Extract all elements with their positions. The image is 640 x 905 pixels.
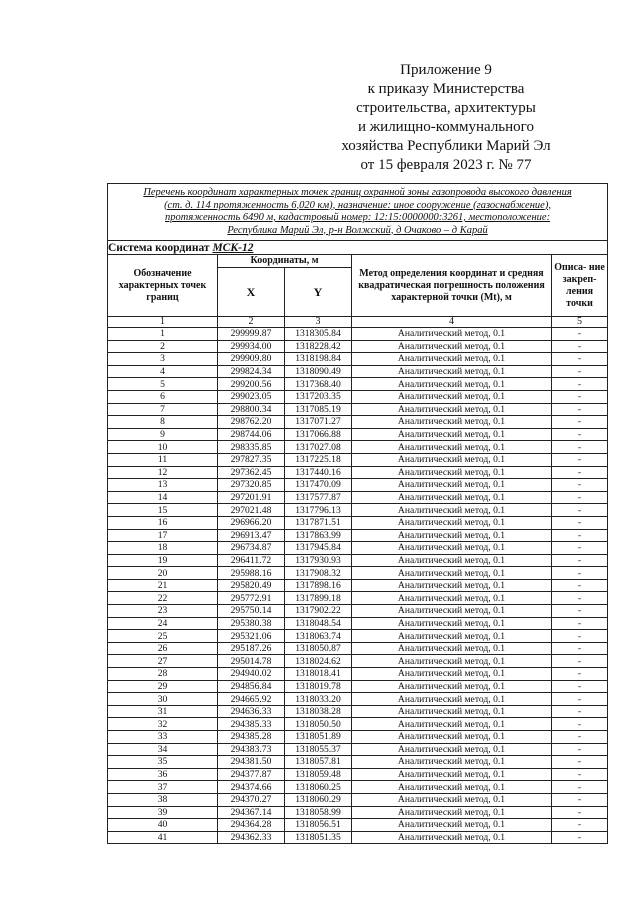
cell-description: - bbox=[552, 340, 608, 353]
cell-method: Аналитический метод, 0.1 bbox=[352, 416, 552, 429]
table-row bbox=[108, 554, 608, 567]
cell-point-number: 21 bbox=[108, 579, 218, 592]
column-number: 4 bbox=[352, 317, 552, 328]
cell-y: 1317203.35 bbox=[285, 390, 352, 403]
cell-x: 298744.06 bbox=[218, 428, 285, 441]
cell-method: Аналитический метод, 0.1 bbox=[352, 340, 552, 353]
cell-x: 294385.33 bbox=[218, 718, 285, 731]
cell-y: 1317225.18 bbox=[285, 453, 352, 466]
cell-method: Аналитический метод, 0.1 bbox=[352, 328, 552, 341]
cell-method: Аналитический метод, 0.1 bbox=[352, 390, 552, 403]
table-row bbox=[108, 693, 608, 706]
cell-description: - bbox=[552, 705, 608, 718]
cell-description: - bbox=[552, 617, 608, 630]
cell-point-number: 29 bbox=[108, 680, 218, 693]
cell-method: Аналитический метод, 0.1 bbox=[352, 655, 552, 668]
table-row bbox=[108, 403, 608, 416]
appendix-line: и жилищно-коммунального bbox=[358, 119, 534, 135]
cell-method: Аналитический метод, 0.1 bbox=[352, 705, 552, 718]
cell-y: 1318051.35 bbox=[285, 831, 352, 844]
cell-method: Аналитический метод, 0.1 bbox=[352, 642, 552, 655]
cell-x: 297201.91 bbox=[218, 491, 285, 504]
cell-y: 1317863.99 bbox=[285, 529, 352, 542]
cell-point-number: 19 bbox=[108, 554, 218, 567]
cell-point-number: 12 bbox=[108, 466, 218, 479]
table-row bbox=[108, 680, 608, 693]
table-row bbox=[108, 743, 608, 756]
cell-method: Аналитический метод, 0.1 bbox=[352, 617, 552, 630]
table-title-line: (ст. д. 114 протяженность 6,020 км), назначение: иное сооружение (газоснабжение), bbox=[164, 199, 551, 211]
cell-point-number: 25 bbox=[108, 630, 218, 643]
column-numbers-row bbox=[108, 317, 608, 328]
cell-y: 1318055.37 bbox=[285, 743, 352, 756]
table-row bbox=[108, 416, 608, 429]
cell-point-number: 8 bbox=[108, 416, 218, 429]
table-row bbox=[108, 529, 608, 542]
column-number: 3 bbox=[285, 317, 352, 328]
cell-y: 1317066.88 bbox=[285, 428, 352, 441]
table-row bbox=[108, 579, 608, 592]
cell-method: Аналитический метод, 0.1 bbox=[352, 756, 552, 769]
header-x: X bbox=[218, 268, 285, 317]
table-title bbox=[108, 184, 608, 241]
cell-point-number: 39 bbox=[108, 806, 218, 819]
cell-point-number: 16 bbox=[108, 516, 218, 529]
header-y: Y bbox=[285, 268, 352, 317]
cell-description: - bbox=[552, 781, 608, 794]
cell-y: 1318019.78 bbox=[285, 680, 352, 693]
cell-point-number: 18 bbox=[108, 542, 218, 555]
cell-description: - bbox=[552, 831, 608, 844]
cell-description: - bbox=[552, 579, 608, 592]
header-method: Метод определения координат и средняя квадратическая погрешность положения характерной точки (Mt), м bbox=[352, 255, 552, 317]
coordinate-system-name: МСК-12 bbox=[212, 241, 254, 254]
column-number: 1 bbox=[108, 317, 218, 328]
cell-description: - bbox=[552, 504, 608, 517]
cell-y: 1317085.19 bbox=[285, 403, 352, 416]
cell-description: - bbox=[552, 642, 608, 655]
table-row bbox=[108, 642, 608, 655]
cell-y: 1318305.84 bbox=[285, 328, 352, 341]
cell-y: 1317930.93 bbox=[285, 554, 352, 567]
cell-x: 294370.27 bbox=[218, 793, 285, 806]
cell-point-number: 30 bbox=[108, 693, 218, 706]
cell-y: 1317440.16 bbox=[285, 466, 352, 479]
table-row bbox=[108, 328, 608, 341]
cell-x: 295187.26 bbox=[218, 642, 285, 655]
cell-method: Аналитический метод, 0.1 bbox=[352, 605, 552, 618]
appendix-line: от 15 февраля 2023 г. № 77 bbox=[360, 157, 532, 173]
cell-y: 1318063.74 bbox=[285, 630, 352, 643]
cell-method: Аналитический метод, 0.1 bbox=[352, 428, 552, 441]
table-row bbox=[108, 466, 608, 479]
cell-x: 294856.84 bbox=[218, 680, 285, 693]
cell-description: - bbox=[552, 731, 608, 744]
cell-point-number: 15 bbox=[108, 504, 218, 517]
cell-x: 296411.72 bbox=[218, 554, 285, 567]
header-description: Описа- ние закреп- ления точки bbox=[552, 255, 608, 317]
cell-method: Аналитический метод, 0.1 bbox=[352, 479, 552, 492]
cell-description: - bbox=[552, 441, 608, 454]
cell-x: 295014.78 bbox=[218, 655, 285, 668]
cell-method: Аналитический метод, 0.1 bbox=[352, 529, 552, 542]
cell-y: 1318060.29 bbox=[285, 793, 352, 806]
cell-y: 1317368.40 bbox=[285, 378, 352, 391]
cell-description: - bbox=[552, 378, 608, 391]
table-row bbox=[108, 819, 608, 832]
header-coordinates: Координаты, м bbox=[218, 255, 352, 268]
cell-x: 295321.06 bbox=[218, 630, 285, 643]
cell-x: 297362.45 bbox=[218, 466, 285, 479]
cell-method: Аналитический метод, 0.1 bbox=[352, 680, 552, 693]
cell-y: 1318060.25 bbox=[285, 781, 352, 794]
appendix-line: хозяйства Республики Марий Эл bbox=[341, 138, 551, 154]
column-number: 2 bbox=[218, 317, 285, 328]
appendix-line: Приложение 9 bbox=[400, 62, 492, 78]
table-row bbox=[108, 768, 608, 781]
column-number: 5 bbox=[552, 317, 608, 328]
cell-point-number: 33 bbox=[108, 731, 218, 744]
cell-point-number: 22 bbox=[108, 592, 218, 605]
cell-method: Аналитический метод, 0.1 bbox=[352, 567, 552, 580]
cell-point-number: 7 bbox=[108, 403, 218, 416]
cell-point-number: 24 bbox=[108, 617, 218, 630]
cell-x: 298762.20 bbox=[218, 416, 285, 429]
cell-x: 295772.91 bbox=[218, 592, 285, 605]
cell-x: 296913.47 bbox=[218, 529, 285, 542]
cell-description: - bbox=[552, 693, 608, 706]
cell-description: - bbox=[552, 592, 608, 605]
cell-y: 1318057.81 bbox=[285, 756, 352, 769]
cell-method: Аналитический метод, 0.1 bbox=[352, 504, 552, 517]
cell-x: 294383.73 bbox=[218, 743, 285, 756]
table-row bbox=[108, 793, 608, 806]
cell-point-number: 17 bbox=[108, 529, 218, 542]
cell-y: 1317899.18 bbox=[285, 592, 352, 605]
cell-x: 294362.33 bbox=[218, 831, 285, 844]
cell-method: Аналитический метод, 0.1 bbox=[352, 592, 552, 605]
coordinate-system bbox=[108, 241, 608, 255]
cell-description: - bbox=[552, 793, 608, 806]
cell-point-number: 38 bbox=[108, 793, 218, 806]
cell-point-number: 40 bbox=[108, 819, 218, 832]
cell-description: - bbox=[552, 542, 608, 555]
table-row bbox=[108, 390, 608, 403]
table-title-line: Республика Марий Эл, р-н Волжский, д Очаково – д Карай bbox=[227, 224, 488, 236]
cell-x: 294665.92 bbox=[218, 693, 285, 706]
cell-description: - bbox=[552, 668, 608, 681]
cell-x: 299909.80 bbox=[218, 353, 285, 366]
cell-description: - bbox=[552, 768, 608, 781]
cell-point-number: 3 bbox=[108, 353, 218, 366]
table-row bbox=[108, 781, 608, 794]
cell-x: 294381.50 bbox=[218, 756, 285, 769]
cell-x: 295820.49 bbox=[218, 579, 285, 592]
cell-y: 1317945.84 bbox=[285, 542, 352, 555]
cell-point-number: 14 bbox=[108, 491, 218, 504]
cell-description: - bbox=[552, 365, 608, 378]
cell-method: Аналитический метод, 0.1 bbox=[352, 718, 552, 731]
cell-description: - bbox=[552, 403, 608, 416]
cell-description: - bbox=[552, 390, 608, 403]
cell-y: 1318048.54 bbox=[285, 617, 352, 630]
coordinate-system-label: Система координат bbox=[108, 241, 210, 254]
cell-y: 1317902.22 bbox=[285, 605, 352, 618]
cell-point-number: 4 bbox=[108, 365, 218, 378]
cell-x: 294374.66 bbox=[218, 781, 285, 794]
table-row bbox=[108, 731, 608, 744]
cell-description: - bbox=[552, 567, 608, 580]
cell-point-number: 20 bbox=[108, 567, 218, 580]
cell-method: Аналитический метод, 0.1 bbox=[352, 668, 552, 681]
cell-y: 1318050.87 bbox=[285, 642, 352, 655]
cell-x: 299999.87 bbox=[218, 328, 285, 341]
cell-point-number: 11 bbox=[108, 453, 218, 466]
table-row bbox=[108, 353, 608, 366]
cell-description: - bbox=[552, 516, 608, 529]
table-row bbox=[108, 378, 608, 391]
cell-y: 1317577.87 bbox=[285, 491, 352, 504]
cell-x: 297320.85 bbox=[218, 479, 285, 492]
table-row bbox=[108, 441, 608, 454]
cell-description: - bbox=[552, 605, 608, 618]
table-row bbox=[108, 617, 608, 630]
cell-method: Аналитический метод, 0.1 bbox=[352, 793, 552, 806]
cell-method: Аналитический метод, 0.1 bbox=[352, 806, 552, 819]
cell-y: 1318056.51 bbox=[285, 819, 352, 832]
cell-point-number: 35 bbox=[108, 756, 218, 769]
coordinates-table bbox=[107, 183, 608, 844]
cell-x: 295750.14 bbox=[218, 605, 285, 618]
cell-point-number: 32 bbox=[108, 718, 218, 731]
cell-point-number: 1 bbox=[108, 328, 218, 341]
cell-y: 1317071.27 bbox=[285, 416, 352, 429]
cell-point-number: 9 bbox=[108, 428, 218, 441]
cell-y: 1318018.41 bbox=[285, 668, 352, 681]
table-title-line: протяженность 6490 м, кадастровый номер: 12:15:0000000:3261, местоположение: bbox=[164, 212, 551, 223]
cell-point-number: 5 bbox=[108, 378, 218, 391]
cell-x: 296734.87 bbox=[218, 542, 285, 555]
cell-y: 1318090.49 bbox=[285, 365, 352, 378]
cell-x: 297021.48 bbox=[218, 504, 285, 517]
cell-method: Аналитический метод, 0.1 bbox=[352, 516, 552, 529]
cell-point-number: 6 bbox=[108, 390, 218, 403]
cell-y: 1317027.08 bbox=[285, 441, 352, 454]
cell-description: - bbox=[552, 819, 608, 832]
cell-description: - bbox=[552, 328, 608, 341]
appendix-line: к приказу Министерства bbox=[367, 81, 525, 97]
cell-method: Аналитический метод, 0.1 bbox=[352, 365, 552, 378]
cell-point-number: 26 bbox=[108, 642, 218, 655]
cell-description: - bbox=[552, 529, 608, 542]
table-row bbox=[108, 542, 608, 555]
cell-x: 294940.02 bbox=[218, 668, 285, 681]
cell-x: 295988.16 bbox=[218, 567, 285, 580]
appendix-header bbox=[316, 61, 576, 175]
cell-description: - bbox=[552, 416, 608, 429]
table-row bbox=[108, 340, 608, 353]
cell-y: 1318228.42 bbox=[285, 340, 352, 353]
table-row bbox=[108, 491, 608, 504]
cell-x: 299200.56 bbox=[218, 378, 285, 391]
cell-method: Аналитический метод, 0.1 bbox=[352, 781, 552, 794]
cell-x: 298335.85 bbox=[218, 441, 285, 454]
cell-description: - bbox=[552, 630, 608, 643]
cell-point-number: 23 bbox=[108, 605, 218, 618]
cell-x: 294364.28 bbox=[218, 819, 285, 832]
cell-y: 1318024.62 bbox=[285, 655, 352, 668]
cell-x: 299824.34 bbox=[218, 365, 285, 378]
table-row bbox=[108, 668, 608, 681]
table-row bbox=[108, 453, 608, 466]
cell-method: Аналитический метод, 0.1 bbox=[352, 542, 552, 555]
cell-method: Аналитический метод, 0.1 bbox=[352, 491, 552, 504]
cell-method: Аналитический метод, 0.1 bbox=[352, 630, 552, 643]
table-row bbox=[108, 756, 608, 769]
cell-description: - bbox=[552, 718, 608, 731]
cell-description: - bbox=[552, 756, 608, 769]
header-point: Обозначение характерных точек границ bbox=[108, 255, 218, 317]
table-row bbox=[108, 428, 608, 441]
cell-point-number: 36 bbox=[108, 768, 218, 781]
cell-y: 1317908.32 bbox=[285, 567, 352, 580]
table-title-line: Перечень координат характерных точек границ охранной зоны газопровода высокого давления bbox=[143, 187, 572, 198]
cell-y: 1318051.89 bbox=[285, 731, 352, 744]
cell-method: Аналитический метод, 0.1 bbox=[352, 441, 552, 454]
table-row bbox=[108, 516, 608, 529]
table-row bbox=[108, 806, 608, 819]
cell-description: - bbox=[552, 453, 608, 466]
cell-y: 1317871.51 bbox=[285, 516, 352, 529]
cell-point-number: 41 bbox=[108, 831, 218, 844]
cell-x: 294367.14 bbox=[218, 806, 285, 819]
cell-point-number: 37 bbox=[108, 781, 218, 794]
cell-y: 1317470.09 bbox=[285, 479, 352, 492]
cell-point-number: 13 bbox=[108, 479, 218, 492]
cell-x: 296966.20 bbox=[218, 516, 285, 529]
cell-method: Аналитический метод, 0.1 bbox=[352, 353, 552, 366]
cell-y: 1318198.84 bbox=[285, 353, 352, 366]
cell-y: 1318033.20 bbox=[285, 693, 352, 706]
table-row bbox=[108, 365, 608, 378]
cell-point-number: 10 bbox=[108, 441, 218, 454]
cell-description: - bbox=[552, 655, 608, 668]
table-row bbox=[108, 718, 608, 731]
cell-description: - bbox=[552, 466, 608, 479]
cell-description: - bbox=[552, 743, 608, 756]
cell-point-number: 2 bbox=[108, 340, 218, 353]
table-row bbox=[108, 479, 608, 492]
cell-x: 294636.33 bbox=[218, 705, 285, 718]
table-row bbox=[108, 705, 608, 718]
cell-x: 298800.34 bbox=[218, 403, 285, 416]
table-row bbox=[108, 567, 608, 580]
cell-description: - bbox=[552, 428, 608, 441]
cell-y: 1318050.50 bbox=[285, 718, 352, 731]
cell-point-number: 31 bbox=[108, 705, 218, 718]
cell-method: Аналитический метод, 0.1 bbox=[352, 743, 552, 756]
cell-y: 1318038.28 bbox=[285, 705, 352, 718]
cell-description: - bbox=[552, 554, 608, 567]
cell-x: 297827.35 bbox=[218, 453, 285, 466]
cell-description: - bbox=[552, 806, 608, 819]
cell-x: 299023.05 bbox=[218, 390, 285, 403]
cell-method: Аналитический метод, 0.1 bbox=[352, 731, 552, 744]
cell-method: Аналитический метод, 0.1 bbox=[352, 831, 552, 844]
table-row bbox=[108, 605, 608, 618]
cell-method: Аналитический метод, 0.1 bbox=[352, 819, 552, 832]
cell-y: 1317796.13 bbox=[285, 504, 352, 517]
cell-y: 1318058.99 bbox=[285, 806, 352, 819]
cell-y: 1317898.16 bbox=[285, 579, 352, 592]
cell-x: 295380.38 bbox=[218, 617, 285, 630]
table-row bbox=[108, 592, 608, 605]
cell-method: Аналитический метод, 0.1 bbox=[352, 466, 552, 479]
cell-method: Аналитический метод, 0.1 bbox=[352, 768, 552, 781]
cell-x: 294377.87 bbox=[218, 768, 285, 781]
table-row bbox=[108, 630, 608, 643]
cell-point-number: 34 bbox=[108, 743, 218, 756]
cell-method: Аналитический метод, 0.1 bbox=[352, 554, 552, 567]
cell-y: 1318059.48 bbox=[285, 768, 352, 781]
cell-method: Аналитический метод, 0.1 bbox=[352, 378, 552, 391]
cell-method: Аналитический метод, 0.1 bbox=[352, 453, 552, 466]
cell-point-number: 28 bbox=[108, 668, 218, 681]
table-row bbox=[108, 655, 608, 668]
cell-method: Аналитический метод, 0.1 bbox=[352, 579, 552, 592]
cell-description: - bbox=[552, 353, 608, 366]
cell-method: Аналитический метод, 0.1 bbox=[352, 693, 552, 706]
cell-description: - bbox=[552, 491, 608, 504]
cell-x: 294385.28 bbox=[218, 731, 285, 744]
cell-point-number: 27 bbox=[108, 655, 218, 668]
cell-method: Аналитический метод, 0.1 bbox=[352, 403, 552, 416]
table-row bbox=[108, 831, 608, 844]
appendix-line: строительства, архитектуры bbox=[356, 100, 536, 116]
cell-x: 299934.00 bbox=[218, 340, 285, 353]
cell-description: - bbox=[552, 479, 608, 492]
cell-description: - bbox=[552, 680, 608, 693]
table-row bbox=[108, 504, 608, 517]
